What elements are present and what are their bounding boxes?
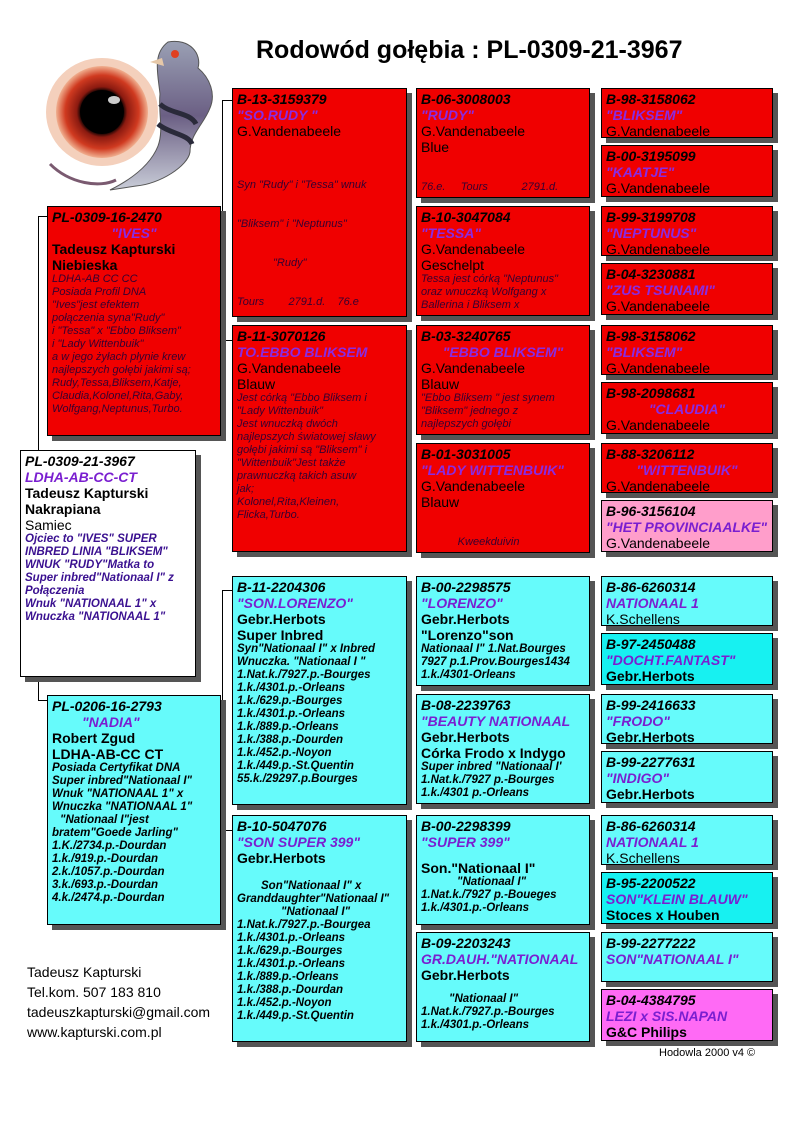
note-line: oraz wnuczką Wolfgang x	[421, 286, 547, 298]
color: "Lorenzo"son	[421, 627, 514, 643]
note-line: gołębi jakimi są "Bliksem" i	[237, 444, 368, 456]
pigeon-name: NATIONAAL 1	[606, 834, 699, 850]
ring-number: B-95-2200522	[606, 875, 696, 891]
ring-number: B-06-3008003	[421, 91, 511, 107]
note-line: a w jego żyłach płynie krew	[52, 351, 186, 363]
gen4-card-7[interactable]	[601, 443, 773, 493]
note-line: 1.k./629.p.-Bourges	[237, 695, 343, 707]
pigeon-name: "DOCHT.FANTAST"	[606, 652, 736, 668]
notes	[421, 392, 585, 431]
owner: G.Vandenabeele	[606, 360, 711, 375]
grandsire-maternal-card[interactable]	[232, 576, 407, 805]
pigeon-name: "BEAUTY NATIONAAL	[421, 713, 571, 729]
note-line: "Nationaal I"	[449, 993, 519, 1005]
note-line: 1.k./919.p.-Dourdan	[52, 853, 159, 865]
dam-color: LDHA-AB-CC CT	[52, 746, 164, 762]
owner: G.Vandenabeele	[606, 478, 711, 493]
note-line: "Nationaal I"	[457, 876, 527, 888]
page-title: Rodowód gołębia : PL-0309-21-3967	[256, 36, 683, 64]
ring-number: B-99-3199708	[606, 209, 696, 225]
connector-line	[222, 830, 232, 831]
connector-line	[594, 220, 595, 280]
connector-line	[594, 340, 595, 400]
owner: Gebr.Herbots	[421, 611, 510, 627]
ring-number: B-11-3070126	[237, 328, 326, 344]
pigeon-name: "HET PROVINCIAALKE"	[606, 519, 768, 535]
ring-number: B-10-3047084	[421, 209, 511, 225]
gen3-card-1[interactable]	[416, 88, 590, 198]
sire-name: "IVES"	[111, 225, 157, 241]
notes	[421, 510, 585, 553]
note-line: Tours 2791.d. 76.e	[237, 296, 359, 308]
note-line: 3.k./693.p.-Dourdan	[52, 879, 159, 891]
connector-line	[594, 710, 595, 770]
ring-number: B-99-2277631	[606, 754, 696, 770]
gen4-card-11[interactable]	[601, 694, 773, 744]
note-line: Wolfgang,Neptunus,Turbo.	[52, 403, 183, 415]
owner: Stoces x Houben	[606, 907, 720, 923]
gen4-card-12[interactable]	[601, 751, 773, 803]
ring-number: B-11-2204306	[237, 579, 326, 595]
gen3-card-3[interactable]	[416, 325, 590, 435]
connector-line	[222, 100, 223, 430]
connector-line	[410, 340, 411, 460]
owner: G&C Philips	[606, 1024, 687, 1040]
note-line: 1.k./4301.p.-Orleans	[421, 902, 530, 914]
note-line: Rudy,Tessa,Bliksem,Katje,	[52, 377, 182, 389]
owner: G.Vandenabeele	[606, 417, 711, 433]
pigeon-name: "INDIGO"	[606, 770, 670, 786]
notes	[421, 155, 585, 198]
owner: G.Vandenabeele	[606, 241, 711, 256]
note-line: 1.Nat.k./7927.p.-Bourges	[421, 1006, 555, 1018]
note-line: Tessa jest córką "Neptunus"	[421, 273, 559, 285]
ring-number: B-86-6260314	[606, 579, 696, 595]
color: Super Inbred	[237, 627, 324, 643]
owner: G.Vandenabeele	[421, 360, 526, 376]
pigeon-name: NATIONAAL 1	[606, 595, 699, 611]
note-line: 55.k./29297.p.Bourges	[237, 773, 358, 785]
owner: Gebr.Herbots	[237, 850, 326, 866]
note-line: 1.Nat.k./7927 p.-Bourges	[421, 774, 555, 786]
pigeon-name: "CLAUDIA"	[648, 401, 726, 417]
note-line: 4.k./2474.p.-Dourdan	[52, 892, 165, 904]
connector-line	[222, 100, 232, 101]
note-line: 7927 p.1.Prov.Bourges1434	[421, 656, 570, 668]
ring-number: B-97-2450488	[606, 636, 696, 652]
notes	[237, 392, 402, 522]
contact-name: Tadeusz Kapturski	[27, 964, 142, 980]
note-line: 1.Nat.k./7927 p.-Boueges	[421, 889, 557, 901]
note-line: "Nationaal I"	[281, 906, 351, 918]
note-line: 1.k./4301.p.-Orleans	[237, 932, 346, 944]
gen4-card-13[interactable]	[601, 815, 773, 865]
color: Blauw	[421, 376, 460, 392]
note-line: 1.Nat.k./7927.p.-Bourgea	[237, 919, 371, 931]
pigeon-eye-logo-icon	[40, 34, 218, 194]
note-line: 1.k./452.p.-Noyon	[237, 997, 332, 1009]
pigeon-name: GR.DAUH."NATIONAAL	[421, 951, 579, 967]
note-line: Posiada Profil DNA	[52, 286, 147, 298]
gen4-card-2[interactable]	[601, 145, 773, 197]
pigeon-name: "SON SUPER 399"	[237, 834, 360, 850]
ring-number: B-10-5047076	[237, 818, 327, 834]
owner: K.Schellens	[606, 611, 680, 626]
ring-number: B-98-3158062	[606, 91, 696, 107]
subject-owner: Tadeusz Kapturski	[25, 485, 149, 501]
sire-owner: Tadeusz Kapturski	[52, 241, 176, 257]
owner: Gebr.Herbots	[421, 729, 510, 745]
connector-line	[222, 590, 232, 591]
note-line: 1.k./4301.p.-Orleans	[421, 1019, 530, 1031]
note-line: Claudia,Kolonel,Rita,Gaby,	[52, 390, 184, 402]
notes	[237, 643, 402, 786]
note-line: "Lady Wittenbuik"	[237, 405, 323, 417]
sire-ring: PL-0309-16-2470	[52, 209, 162, 225]
owner: Gebr.Herbots	[237, 611, 326, 627]
subject-ring: PL-0309-21-3967	[25, 453, 135, 469]
note-line: 1.k./4301.p.-Orleans	[237, 708, 346, 720]
note-line: INBRED LINIA "BLIKSEM"	[25, 546, 168, 558]
pigeon-name: SON"NATIONAAL I"	[606, 951, 739, 967]
note-line: połączenia syna"Rudy"	[52, 312, 165, 324]
pigeon-name: "BLIKSEM"	[606, 344, 683, 360]
pigeon-name: "LORENZO"	[421, 595, 503, 611]
color: Geschelpt	[421, 257, 485, 273]
ring-number: B-03-3240765	[421, 328, 511, 344]
contact-website[interactable]: www.kapturski.com.pl	[27, 1024, 162, 1040]
subject-card[interactable]	[20, 450, 196, 677]
note-line: Super inbred"Nationaal I"	[52, 775, 192, 787]
ring-number: B-86-6260314	[606, 818, 696, 834]
owner: G.Vandenabeele	[421, 478, 526, 494]
pigeon-name: "LADY WITTENBUIK"	[421, 462, 564, 478]
connector-line	[594, 460, 595, 520]
notes	[237, 880, 402, 1023]
notes	[421, 876, 585, 915]
note-line: Wnuk "NATIONAAL 1" x	[52, 788, 184, 800]
owner: G.Vandenabeele	[237, 123, 342, 139]
note-line: Super inbred"Nationaal I" z	[25, 572, 174, 584]
note-line: "Bliksem" i "Neptunus"	[237, 218, 347, 230]
gen4-card-4[interactable]	[601, 263, 773, 315]
color: Blauw	[237, 376, 276, 392]
gen4-card-16[interactable]	[601, 989, 773, 1041]
pigeon-name: "SON.LORENZO"	[237, 595, 353, 611]
pigeon-name: "EBBO BLIKSEM"	[442, 344, 564, 360]
note-line: najlepszych światowej sławy	[237, 431, 376, 443]
note-line: 1.k./452.p.-Noyon	[237, 747, 332, 759]
connector-line	[38, 700, 47, 701]
pigeon-name: LEZI x SIS.NAPAN	[606, 1008, 728, 1024]
note-line: Ojciec to "IVES" SUPER	[25, 533, 157, 545]
connector-line	[222, 590, 223, 830]
owner: G.Vandenabeele	[606, 180, 711, 196]
note-line: "Ebbo Bliksem " jest synem	[421, 392, 555, 404]
note-line: 1.k./4301.p.-Orleans	[237, 682, 346, 694]
dam-card[interactable]	[47, 695, 221, 925]
connector-line	[410, 830, 411, 950]
note-line: 1.k./4301-Orleans	[421, 669, 516, 681]
note-line: 1.k./629.p.-Bourges	[237, 945, 343, 957]
granddam-maternal-card[interactable]	[232, 815, 407, 1042]
ring-number: B-08-2239763	[421, 697, 511, 713]
note-line: 1.k./449.p.-St.Quentin	[237, 1010, 354, 1022]
note-line: Posiada Certyfikat DNA	[52, 762, 181, 774]
connector-line	[222, 340, 232, 341]
gen4-card-5[interactable]	[601, 325, 773, 375]
pigeon-name: "RUDY"	[421, 107, 474, 123]
owner: G.Vandenabeele	[606, 298, 711, 314]
gen3-card-5[interactable]	[416, 576, 590, 686]
gen3-card-8[interactable]	[416, 932, 590, 1042]
note-line: 1.k./4301 p.-Orleans	[421, 787, 530, 799]
granddam-paternal-card[interactable]	[232, 325, 407, 552]
subject-notes	[25, 533, 191, 624]
owner: Gebr.Herbots	[606, 786, 695, 802]
note-line: LDHA-AB CC CC	[52, 273, 138, 285]
grandsire-paternal-card[interactable]	[232, 88, 407, 317]
pigeon-name: "SO.RUDY "	[237, 107, 318, 123]
sire-color: Niebieska	[52, 257, 118, 273]
notes	[421, 273, 585, 312]
owner: K.Schellens	[606, 850, 680, 865]
note-line: Nationaal I" 1.Nat.Bourges	[421, 643, 566, 655]
note-line: Jest wnuczką dwóch	[237, 418, 338, 430]
note-line: i "Lady Wittenbuik"	[52, 338, 144, 350]
pigeon-name: "ZUS TSUNAMI"	[606, 282, 715, 298]
pigeon-name: "TESSA"	[421, 225, 481, 241]
subject-color: Nakrapiana	[25, 501, 101, 517]
note-line: najlepszych gołębi jakimi są;	[52, 364, 191, 376]
gen3-card-4[interactable]	[416, 443, 590, 553]
pigeon-name: SON"KLEIN BLAUW"	[606, 891, 748, 907]
pigeon-name: "WITTENBUIK"	[636, 462, 738, 478]
note-line: Wnuczka. "Nationaal I "	[237, 656, 366, 668]
pigeon-name: "NEPTUNUS"	[606, 225, 697, 241]
connector-line	[594, 590, 595, 650]
note-line: "Wittenbuik"Jest także	[237, 457, 346, 469]
note-line: 1.k./449.p.-St.Quentin	[237, 760, 354, 772]
ring-number: B-96-3156104	[606, 503, 696, 519]
note-line: jak;	[237, 483, 255, 495]
note-line: Syn"Nationaal I" x Inbred	[237, 643, 376, 655]
note-line: Połączenia	[25, 585, 85, 597]
connector-line	[38, 216, 47, 217]
note-line: 1.k./889.p.-Orleans	[237, 721, 339, 733]
note-line: Ballerina i Bliksem x	[421, 299, 520, 311]
ring-number: B-98-3158062	[606, 328, 696, 344]
connector-line	[594, 830, 595, 890]
note-line: Kolonel,Rita,Kleinen,	[237, 496, 340, 508]
ring-number: B-04-4384795	[606, 992, 696, 1008]
notes	[421, 761, 585, 800]
note-line: 76.e. Tours 2791.d.	[421, 181, 559, 193]
pigeon-name: TO.EBBO BLIKSEM	[237, 344, 368, 360]
ring-number: B-00-2298575	[421, 579, 511, 595]
note-line: 2.k./1057.p.-Dourdan	[52, 866, 165, 878]
ring-number: B-09-2203243	[421, 935, 511, 951]
note-line: "Bliksem" jednego z	[421, 405, 519, 417]
connector-line	[410, 590, 411, 710]
owner: G.Vandenabeele	[237, 360, 342, 376]
subject-name: LDHA-AB-CC-CT	[25, 469, 137, 485]
dam-ring: PL-0206-16-2793	[52, 698, 162, 714]
gen4-card-8[interactable]	[601, 500, 773, 552]
owner: G.Vandenabeele	[421, 123, 526, 139]
sire-notes	[52, 273, 216, 416]
ring-number: B-99-2416633	[606, 697, 696, 713]
contact-block	[27, 962, 210, 1042]
note-line: bratem"Goede Jarling"	[52, 827, 178, 839]
notes	[421, 643, 585, 682]
dam-name: "NADIA"	[82, 714, 140, 730]
owner: G.Vandenabeele	[421, 241, 526, 257]
ring-number: B-00-3195099	[606, 148, 696, 164]
sire-card[interactable]	[47, 206, 221, 436]
note-line: "Nationaal I"jest	[60, 814, 149, 826]
notes	[421, 993, 585, 1032]
pigeon-name: "KAATJE"	[606, 164, 675, 180]
note-line: i "Tessa" x "Ebbo Bliksem"	[52, 325, 181, 337]
gen4-card-10[interactable]	[601, 633, 773, 685]
gen4-card-6[interactable]	[601, 382, 773, 434]
color: Son."Nationaal I"	[421, 860, 536, 876]
note-line: WNUK "RUDY"Matka to	[25, 559, 155, 571]
note-line: Flicka,Turbo.	[237, 509, 300, 521]
note-line: Son"Nationaal I" x	[261, 880, 362, 892]
ring-number: B-00-2298399	[421, 818, 511, 834]
color: Blue	[421, 139, 450, 155]
connector-line	[594, 950, 595, 1010]
ring-number: B-01-3031005	[421, 446, 511, 462]
note-line: "Ives"jest efektem	[52, 299, 140, 311]
note-line: "Rudy"	[273, 257, 307, 269]
note-line: 1.Nat.k./7927.p.-Bourges	[237, 669, 371, 681]
dam-notes	[52, 762, 216, 905]
color: Córka Frodo x Indygo	[421, 745, 566, 761]
note-line: Super inbred "Nationaal I'	[421, 761, 562, 773]
gen4-card-1[interactable]	[601, 88, 773, 138]
owner: Gebr.Herbots	[606, 729, 695, 744]
note-line: Wnuk "NATIONAAL 1" x	[25, 598, 157, 610]
connector-line	[410, 100, 411, 220]
gen4-card-14[interactable]	[601, 872, 773, 924]
note-line: Wnuczka "NATIONAAL 1"	[52, 801, 193, 813]
owner: G.Vandenabeele	[606, 123, 711, 138]
gen3-card-6[interactable]	[416, 694, 590, 804]
subject-sex: Samiec	[25, 517, 72, 533]
footer-version: Hodowla 2000 v4 ©	[659, 1047, 756, 1059]
gen4-card-15[interactable]	[601, 932, 773, 982]
ring-number: B-99-2277222	[606, 935, 696, 951]
note-line: 1.k./4301.p.-Orleans	[237, 958, 346, 970]
ring-number: B-13-3159379	[237, 91, 327, 107]
note-line: 1.K./2734.p.-Dourdan	[52, 840, 167, 852]
note-line: Wnuczka "NATIONAAL 1"	[25, 611, 166, 623]
note-line: Kweekduivin	[421, 536, 520, 548]
pigeon-name: "FRODO"	[606, 713, 670, 729]
notes	[237, 153, 402, 317]
gen4-card-9[interactable]	[601, 576, 773, 626]
ring-number: B-88-3206112	[606, 446, 695, 462]
ring-number: B-04-3230881	[606, 266, 696, 282]
color: Blauw	[421, 494, 460, 510]
note-line: 1.k./388.p.-Dourdan	[237, 984, 344, 996]
contact-email[interactable]: tadeuszkapturski@gmail.com	[27, 1004, 211, 1020]
note-line: Syn "Rudy" i "Tessa" wnuk	[237, 179, 367, 191]
connector-line	[594, 100, 595, 160]
pigeon-name: "SUPER 399"	[421, 834, 510, 850]
gen3-card-2[interactable]	[416, 206, 590, 316]
note-line: Granddaughter"Nationaal I"	[237, 893, 390, 905]
dam-owner: Robert Zgud	[52, 730, 136, 746]
pigeon-name: "BLIKSEM"	[606, 107, 683, 123]
note-line: prawnuczką takich asuw	[237, 470, 357, 482]
note-line: 1.k./388.p.-Dourden	[237, 734, 344, 746]
gen4-card-3[interactable]	[601, 206, 773, 256]
owner: Gebr.Herbots	[421, 967, 510, 983]
contact-phone: Tel.kom. 507 183 810	[27, 984, 161, 1000]
note-line: 1.k./889.p.-Orleans	[237, 971, 339, 983]
ring-number: B-98-2098681	[606, 385, 696, 401]
owner: G.Vandenabeele	[606, 535, 711, 551]
note-line: najlepszych gołębi	[421, 418, 511, 430]
note-line: Jest córką "Ebbo Bliksem i	[237, 392, 367, 404]
gen3-card-7[interactable]	[416, 815, 590, 925]
owner: Gebr.Herbots	[606, 668, 695, 684]
